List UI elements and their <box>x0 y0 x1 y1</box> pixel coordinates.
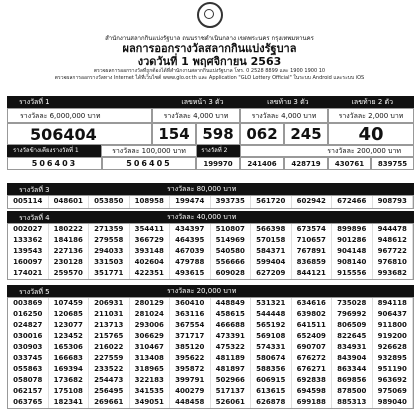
near-prize-label: รางวัลข้างเคียงรางวัลที่ 1 <box>13 147 79 154</box>
back2-bar <box>331 96 414 108</box>
prize-number: 514969 <box>211 235 252 246</box>
prize-number: 053850 <box>89 196 130 208</box>
near-prize-bar <box>7 145 101 157</box>
prize-number: 510807 <box>211 224 252 235</box>
prize-number: 230128 <box>49 257 90 268</box>
prize-number: 367554 <box>170 320 211 331</box>
prize-row <box>8 257 413 268</box>
prize-number: 843904 <box>332 353 373 364</box>
prize-number: 005114 <box>8 196 49 208</box>
prize-number: 540580 <box>211 246 252 257</box>
prize-number: 422351 <box>130 268 171 279</box>
note-1: ตรวจผลการออกรางวัลที่ถูกต้องได้ที่สำนักงานสลากกินแบ่งรัฐบาล โทร. 0 2528 8899 และ 1900 1900 10 <box>93 68 326 74</box>
prize-number: 254473 <box>89 375 130 386</box>
glo-emblem-icon <box>197 2 223 28</box>
prize-number: 639802 <box>292 309 333 320</box>
prize-number: 475322 <box>211 342 252 353</box>
prize-number: 963692 <box>373 375 414 386</box>
prize-number: 271359 <box>89 224 130 235</box>
back2-number: 40 <box>328 123 414 145</box>
prize-number: 806509 <box>332 320 373 331</box>
second-prize-bar <box>197 145 240 157</box>
second-number-3: 428719 <box>284 157 328 170</box>
prize-number: 349051 <box>130 397 171 408</box>
prize-number: 393148 <box>130 246 171 257</box>
prize-number: 672466 <box>332 196 373 208</box>
prize-number: 467039 <box>170 246 211 257</box>
prize-number: 322183 <box>130 375 171 386</box>
prize-number: 735028 <box>332 298 373 309</box>
prize-number: 481897 <box>211 364 252 375</box>
third-prize-row <box>7 195 414 209</box>
fourth-prize-section <box>7 211 414 280</box>
prize-row <box>8 298 413 309</box>
prize-number: 227136 <box>49 246 90 257</box>
prize-number: 767891 <box>292 246 333 257</box>
note-2: ตรวจผลการออกรางวัลทาง Internet ได้ที่เว็บไซต์ www.glo.or.th และ Application "GLO Lottery Official" ในระบบ Android และระบบ iOS <box>54 75 365 81</box>
second-number-2: 241406 <box>240 157 284 170</box>
prize-number: 834931 <box>332 342 373 353</box>
prize-number: 570158 <box>251 235 292 246</box>
prize-number: 107459 <box>49 298 90 309</box>
third-prize-amount: รางวัลละ 80,000 บาท <box>167 185 237 193</box>
fifth-prize-amount: รางวัลละ 20,000 บาท <box>167 287 237 295</box>
prize-number: 911800 <box>373 320 414 331</box>
prize-number: 395872 <box>170 364 211 375</box>
prize-number: 395622 <box>170 353 211 364</box>
back3-label: เลขท้าย 3 ตัว <box>267 98 309 106</box>
prize-number: 606915 <box>251 375 292 386</box>
prize-number: 710657 <box>292 235 333 246</box>
prize-number: 479788 <box>170 257 211 268</box>
prize-number: 030903 <box>8 342 49 353</box>
prize-number: 502966 <box>211 375 252 386</box>
prize-number: 233522 <box>89 364 130 375</box>
prize-number: 899896 <box>332 224 373 235</box>
page-title: ผลการออกรางวัลสลากกินแบ่งรัฐบาล <box>122 42 297 55</box>
prize-number: 493615 <box>170 268 211 279</box>
prize-row <box>8 268 413 279</box>
fourth-prize-amount: รางวัลละ 40,000 บาท <box>167 213 237 221</box>
back3-bar <box>245 96 330 108</box>
prize-number: 173682 <box>49 375 90 386</box>
prize-number: 213713 <box>89 320 130 331</box>
back3-number-b: 245 <box>284 123 328 145</box>
prize-row <box>8 397 413 408</box>
fourth-prize-bar <box>7 211 414 223</box>
office-name: สำนักงานสลากกินแบ่งรัฐบาล ถนนราชดำเนินกลาง เขตพระนคร กรุงเทพมหานคร <box>105 35 314 42</box>
fourth-prize-label: รางวัลที่ 4 <box>19 214 50 222</box>
prize-number: 169394 <box>49 364 90 375</box>
fifth-prize-bar <box>7 285 414 297</box>
prize-number: 609028 <box>211 268 252 279</box>
prize-number: 673574 <box>292 224 333 235</box>
prize-number: 165306 <box>49 342 90 353</box>
prize-number: 062157 <box>8 386 49 397</box>
prize-number: 175108 <box>49 386 90 397</box>
second-number-4: 430761 <box>328 157 371 170</box>
prize-number: 692838 <box>292 375 333 386</box>
prize-number: 863344 <box>332 364 373 375</box>
prize-number: 211031 <box>89 309 130 320</box>
prize-number: 033745 <box>8 353 49 364</box>
prize-number: 448458 <box>170 397 211 408</box>
prize-number: 360410 <box>170 298 211 309</box>
prize-number: 180222 <box>49 224 90 235</box>
prize-number: 566398 <box>251 224 292 235</box>
first-prize-bar <box>7 96 160 108</box>
prize-number: 003869 <box>8 298 49 309</box>
prize-row <box>8 331 413 342</box>
fifth-prize-grid <box>7 297 414 409</box>
prize-number: 269661 <box>89 397 130 408</box>
prize-number: 434397 <box>170 224 211 235</box>
second-number-5: 839755 <box>371 157 414 170</box>
prize-number: 318965 <box>130 364 171 375</box>
prize-row <box>8 320 413 331</box>
prize-number: 160097 <box>8 257 49 268</box>
first-prize-label: รางวัลที่ 1 <box>19 98 50 106</box>
prize-number: 822645 <box>332 331 373 342</box>
prize-number: 002027 <box>8 224 49 235</box>
prize-number: 199474 <box>170 196 211 208</box>
prize-number: 402604 <box>130 257 171 268</box>
prize-number: 227559 <box>89 353 130 364</box>
prize-number: 569108 <box>251 331 292 342</box>
second-prize-label: รางวัลที่ 2 <box>201 147 228 154</box>
prize-number: 313408 <box>130 353 171 364</box>
back3-number-a: 062 <box>240 123 284 145</box>
fourth-prize-grid <box>7 223 414 280</box>
fifth-prize-section <box>7 285 414 409</box>
prize-number: 030016 <box>8 331 49 342</box>
prize-number: 206931 <box>89 298 130 309</box>
prize-number: 458615 <box>211 309 252 320</box>
prize-number: 976810 <box>373 257 414 268</box>
prize-number: 184186 <box>49 235 90 246</box>
prize-number: 108958 <box>130 196 171 208</box>
prize-number: 293006 <box>130 320 171 331</box>
prize-number: 652409 <box>292 331 333 342</box>
front3-amount: รางวัลละ 4,000 บาท <box>152 108 240 123</box>
second-number-1: 199970 <box>196 157 240 170</box>
prize-number: 906437 <box>373 309 414 320</box>
prize-number: 310467 <box>130 342 171 353</box>
prize-number: 676271 <box>292 364 333 375</box>
prize-number: 796992 <box>332 309 373 320</box>
prize-number: 894118 <box>373 298 414 309</box>
prize-row <box>8 386 413 397</box>
fifth-prize-label: รางวัลที่ 5 <box>19 288 50 296</box>
prize-number: 901286 <box>332 235 373 246</box>
prize-number: 182341 <box>49 397 90 408</box>
prize-number: 306629 <box>130 331 171 342</box>
prize-number: 256495 <box>89 386 130 397</box>
first-prize-amount: รางวัลละ 6,000,000 บาท <box>7 108 152 123</box>
prize-number: 904148 <box>332 246 373 257</box>
prize-row <box>8 342 413 353</box>
prize-number: 363116 <box>170 309 211 320</box>
prize-number: 580674 <box>251 353 292 364</box>
prize-number: 371717 <box>170 331 211 342</box>
prize-number: 048601 <box>49 196 90 208</box>
first-prize-number: 506404 <box>7 123 152 145</box>
prize-number: 055863 <box>8 364 49 375</box>
prize-number: 123452 <box>49 331 90 342</box>
third-prize-label: รางวัลที่ 3 <box>19 186 50 194</box>
prize-number: 331503 <box>89 257 130 268</box>
prize-number: 944478 <box>373 224 414 235</box>
prize-number: 574331 <box>251 342 292 353</box>
prize-number: 915556 <box>332 268 373 279</box>
prize-number: 393735 <box>211 196 252 208</box>
prize-number: 694598 <box>292 386 333 397</box>
prize-number: 464395 <box>170 235 211 246</box>
prize-number: 400279 <box>170 386 211 397</box>
prize-number: 919200 <box>373 331 414 342</box>
prize-number: 932895 <box>373 353 414 364</box>
prize-row <box>8 364 413 375</box>
prize-number: 948612 <box>373 235 414 246</box>
prize-number: 481189 <box>211 353 252 364</box>
near-prize-amount: รางวัลละ 100,000 บาท <box>101 145 198 157</box>
prize-row <box>8 375 413 386</box>
prize-number: 133362 <box>8 235 49 246</box>
prize-number: 294033 <box>89 246 130 257</box>
prize-number: 120685 <box>49 309 90 320</box>
prize-number: 613615 <box>251 386 292 397</box>
prize-number: 869856 <box>332 375 373 386</box>
near-number-a: 506403 <box>7 157 102 170</box>
prize-row <box>8 246 413 257</box>
back2-amount: รางวัลละ 2,000 บาท <box>328 108 414 123</box>
prize-number: 016250 <box>8 309 49 320</box>
prize-row <box>8 309 413 320</box>
draw-date: งวดวันที่ 1 พฤศจิกายน 2563 <box>137 55 282 68</box>
back2-label: เลขท้าย 2 ตัว <box>351 98 394 106</box>
prize-number: 366729 <box>130 235 171 246</box>
prize-number: 926628 <box>373 342 414 353</box>
prize-number: 058078 <box>8 375 49 386</box>
prize-number: 166683 <box>49 353 90 364</box>
third-prize-bar <box>7 183 414 195</box>
near-number-b: 506405 <box>102 157 196 170</box>
header <box>0 0 419 82</box>
back3-amount: รางวัลละ 4,000 บาท <box>240 108 328 123</box>
prize-number: 699188 <box>292 397 333 408</box>
prize-number: 531321 <box>251 298 292 309</box>
prize-number: 627209 <box>251 268 292 279</box>
prize-number: 544448 <box>251 309 292 320</box>
front3-bar <box>160 96 245 108</box>
prize-number: 517137 <box>211 386 252 397</box>
prize-number: 385120 <box>170 342 211 353</box>
prize-number: 024827 <box>8 320 49 331</box>
prize-number: 993682 <box>373 268 414 279</box>
prize-number: 259570 <box>49 268 90 279</box>
prize-number: 951190 <box>373 364 414 375</box>
prize-row <box>8 235 413 246</box>
prize-number: 967722 <box>373 246 414 257</box>
prize-number: 280129 <box>130 298 171 309</box>
third-prize-section <box>7 183 414 209</box>
prize-number: 565192 <box>251 320 292 331</box>
prize-number: 599404 <box>251 257 292 268</box>
prize-number: 989040 <box>373 397 414 408</box>
prize-number: 399791 <box>170 375 211 386</box>
prize-number: 836859 <box>292 257 333 268</box>
prize-number: 626878 <box>251 397 292 408</box>
prize-number: 281024 <box>130 309 171 320</box>
prize-number: 354411 <box>130 224 171 235</box>
front3-number-b: 598 <box>196 123 240 145</box>
prize-number: 584371 <box>251 246 292 257</box>
prize-row <box>8 224 413 235</box>
prize-number: 215765 <box>89 331 130 342</box>
prize-number: 448849 <box>211 298 252 309</box>
prize-number: 216022 <box>89 342 130 353</box>
prize-number: 466688 <box>211 320 252 331</box>
front3-label: เลขหน้า 3 ตัว <box>181 98 224 106</box>
prize-number: 908140 <box>332 257 373 268</box>
prize-number: 473391 <box>211 331 252 342</box>
front3-number-a: 154 <box>152 123 196 145</box>
prize-number: 975069 <box>373 386 414 397</box>
prize-number: 279558 <box>89 235 130 246</box>
prize-number: 878500 <box>332 386 373 397</box>
prize-number: 676272 <box>292 353 333 364</box>
prize-number: 123077 <box>49 320 90 331</box>
prize-number: 174021 <box>8 268 49 279</box>
prize-number: 844121 <box>292 268 333 279</box>
prize-number: 908793 <box>373 196 414 208</box>
prize-number: 063765 <box>8 397 49 408</box>
prize-number: 561720 <box>251 196 292 208</box>
prize-number: 139543 <box>8 246 49 257</box>
prize-number: 634616 <box>292 298 333 309</box>
prize-number: 588356 <box>251 364 292 375</box>
prize-number: 526061 <box>211 397 252 408</box>
second-prize-amount: รางวัลละ 200,000 บาท <box>240 145 414 157</box>
prize-number: 341535 <box>130 386 171 397</box>
prize-number: 602942 <box>292 196 333 208</box>
prize-number: 690707 <box>292 342 333 353</box>
prize-row <box>8 353 413 364</box>
prize-number: 351771 <box>89 268 130 279</box>
prize-number: 885313 <box>332 397 373 408</box>
prize-number: 641511 <box>292 320 333 331</box>
prize-number: 556666 <box>211 257 252 268</box>
